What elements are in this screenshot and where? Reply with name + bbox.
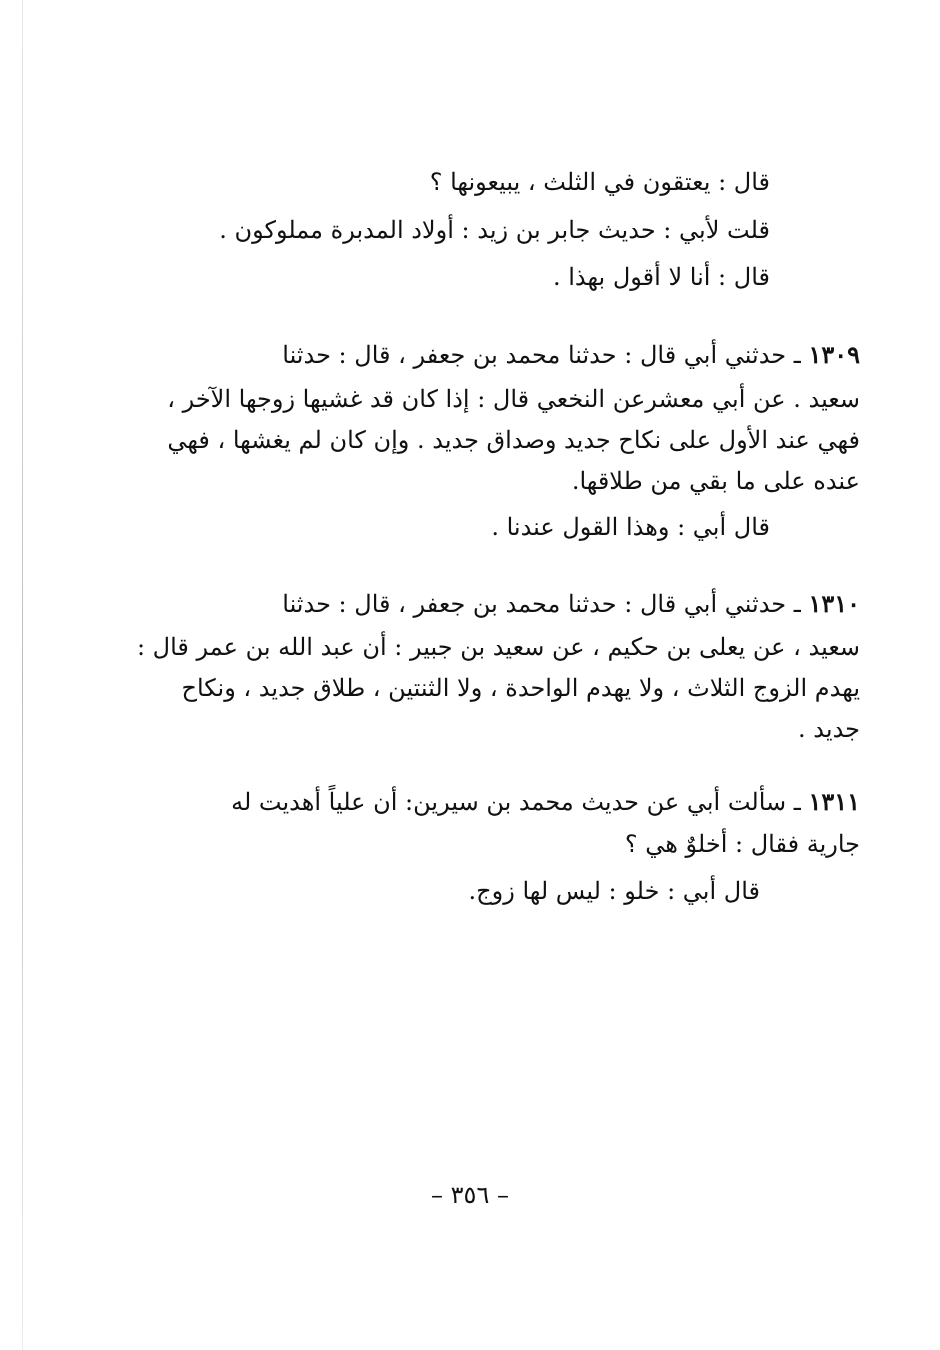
entry-1309-text-1: ـ حدثني أبي قال : حدثنا محمد بن جعفر ، قال : حدثنا <box>282 341 809 369</box>
entry-1310-line-4: جديد . <box>798 715 860 743</box>
intro-line-2: قلت لأبي : حديث جابر بن زيد : أولاد المدبرة مملوكون . <box>219 216 770 244</box>
entry-1310-line-2: سعيد ، عن يعلى بن حكيم ، عن سعيد بن جبير : أن عبد الله بن عمر قال : <box>136 633 860 661</box>
entry-1309-line-1 <box>282 340 860 370</box>
entry-1310-text-1: ـ حدثني أبي قال : حدثنا محمد بن جعفر ، قال : حدثنا <box>282 590 809 618</box>
scan-edge-line <box>22 0 23 1350</box>
entry-1310-line-1 <box>282 589 860 619</box>
entry-1311-number: ١٣١١ <box>808 787 860 816</box>
intro-line-3: قال : أنا لا أقول بهذا . <box>552 263 770 291</box>
entry-1309-line-3: فهي عند الأول على نكاح جديد وصداق جديد . وإن كان لم يغشها ، فهي <box>167 426 860 454</box>
entry-1311-text-1: ـ سألت أبي عن حديث محمد بن سيرين: أن علياً أهديت له <box>231 788 809 816</box>
entry-1309-number: ١٣٠٩ <box>808 340 860 369</box>
entry-1311-line-3: قال أبي : خلو : ليس لها زوج. <box>468 877 760 905</box>
entry-1310-number: ١٣١٠ <box>808 589 860 618</box>
entry-1311-line-2: جارية فقال : أخلوٌ هي ؟ <box>624 830 860 858</box>
entry-1309-line-4: عنده على ما بقي من طلاقها. <box>571 467 860 495</box>
entry-1311-line-1 <box>231 787 860 817</box>
entry-1310-line-3: يهدم الزوج الثلاث ، ولا يهدم الواحدة ، ولا الثنتين ، طلاق جديد ، ونكاح <box>181 674 860 702</box>
entry-1309-line-5: قال أبي : وهذا القول عندنا . <box>491 513 770 541</box>
entry-1309-line-2: سعيد . عن أبي معشرعن النخعي قال : إذا كان قد غشيها زوجها الآخر ، <box>167 385 860 413</box>
page-number: – ٣٥٦ – <box>431 1181 509 1209</box>
intro-line-1: قال : يعتقون في الثلث ، يبيعونها ؟ <box>429 168 770 196</box>
